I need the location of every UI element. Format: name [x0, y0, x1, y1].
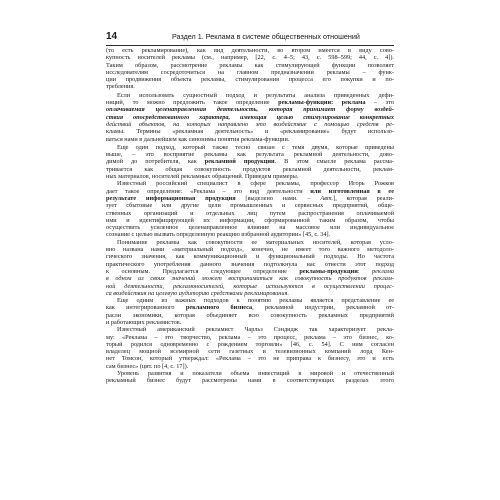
text-line: гического значения, как коммуникационный и функциональный подходы. Но частота: [106, 253, 394, 261]
bold-term: результате информационная продукция: [106, 194, 236, 202]
text-line: ими и идентифицирующей их информации, сформированной таким образом, чтобы: [106, 216, 394, 224]
text-line: му: «Реклама – это творчество, реклама – это процесс, реклама – это бизнес, ко-: [106, 333, 394, 341]
page-body: [106, 47, 394, 385]
text-line: ственных организаций и отдельных лиц путем распространения оплачиваемой: [106, 209, 394, 217]
text-line: Если использовать сущностный подход и результаты анализа приведенных дефи-: [117, 91, 394, 99]
text-line: Известный российский специалист в сфере рекламы, профессор Игорь Рожков: [117, 180, 394, 188]
running-title: Раздел 1. Реклама в системе общественных отношений: [172, 32, 360, 41]
text-line: са воздействия на целевую аудиторию средствами рекламирования.: [106, 289, 289, 297]
text-line: вно названа нами «материальный подход», конечно, не имеет того важного методоло-: [106, 246, 394, 254]
text-line: димой до потребителя, как рекламной продукции. В этом смысле реклама рассма-: [106, 158, 394, 166]
text-line: Известный американский рекламист Чарльз Сэндидж так характеризует рекла-: [117, 326, 394, 334]
bold-term: рекламного бизнеса: [185, 304, 253, 312]
italic-term: реклама: [372, 267, 394, 275]
text-line: как интегрированного рекламного бизнеса, рекламной индустрии, рекламной от-: [106, 304, 394, 312]
text-line: ных материалов, носителей рекламных обращений. Приведем примеры.: [106, 173, 299, 181]
text-line: Понимание рекламы как совокупности ее материальных носителей, которая усло-: [117, 238, 394, 246]
text-line: сам бизнес» (цит. по [4, с. 17]).: [106, 362, 189, 370]
text-line: Уровень развития и показатели объема инвестиций в мировой и отечественный: [117, 370, 394, 378]
text-line: результате информационная продукция [выделено нами. – Авт.], которая реали-: [106, 194, 394, 202]
text-line: требления.: [106, 83, 135, 91]
text-line: практического употребления данного значения подтолкнула нас отнести этот подход: [106, 260, 394, 268]
text-line: ниций, то можно предложить такое определение рекламы-функции: реклама – это: [106, 99, 394, 107]
text-line: выше, – это восприятие рекламы как результата рекламной деятельности, дово-: [106, 151, 394, 159]
text-line: в одном из своих значений может восприниматься как совокупность продуктов реклам-: [106, 275, 394, 283]
text-line: и работающих рекламистов.: [106, 318, 182, 326]
text-line: кламы. Термины «рекламная деятельность» и «рекламирование» будут использо-: [106, 128, 394, 136]
text-line: Еще один подход, который также тесно связан с темя двумя, которые приведены: [117, 143, 394, 151]
text-line: дает такое определение: «Реклама – это вид деятельности или изготовленная в ее: [106, 187, 394, 195]
bold-term: рекламы-функции: реклама: [278, 99, 366, 107]
text-line: к основным. Предлагается следующее определение рекламы-продукции: реклама: [106, 267, 394, 275]
page-header: [106, 31, 394, 46]
text-line: [106, 121, 394, 128]
bold-term: рекламной продукции: [204, 158, 275, 166]
italic-definition: действий объектов, на которых направлено это воздействие с помощью средств ре-: [106, 120, 394, 128]
bold-term: рекламы-продукции: [299, 267, 358, 275]
text-line: ствия опосредствованного характера, имеющая целью стимулирование конкретных: [106, 113, 394, 121]
text-line: Еще одним из важных подходов к понятию рекламы является представление ее: [117, 297, 394, 305]
text-line: торый родился одновременно с рождением торговли» [46, с. 54]. С ним согласен: [106, 340, 394, 348]
text-line: расли экономики, которая объединяет всю совокупность рекламных предприятий: [106, 311, 394, 319]
text-line: осуществить усиленное целенаправленное влияние на массовое или индивидуальное: [106, 224, 394, 232]
text-line: Таким образом, рассмотрение рекламы как стимулирующей функции позволяет: [106, 61, 394, 69]
page-number: 14: [106, 31, 118, 42]
text-line: исследователям сосредоточиться на главном предназначении рекламы – функ-: [106, 68, 394, 76]
text-line: сознание с целью вызвать определенную реакцию избранной аудитории» [45, с. 34].: [106, 231, 331, 239]
text-line: оплачиваемая целенаправленная деятельность, которая принимает форму воздей-: [106, 106, 394, 114]
text-line: зует сбытовые или другие цели промышленных и сервисных предприятий, обще-: [106, 202, 394, 210]
text-line: купность носителей рекламы (см., например, [22, с. 4–5; 43, с. 598–599; 44, с. 4]).: [106, 54, 394, 62]
text-line: тривается как общая совокупность продуктов рекламной деятельности, реклам-: [106, 165, 394, 173]
text-line: рекламный бизнес будут рассмотрены нами в соответствующих разделах этого: [106, 377, 394, 385]
text-line: ции продвижения объекта рекламы, стимулирования процесса его покупки и по-: [106, 76, 394, 84]
text-line: (то есть рекламирование), как вид деятельности, во втором имеется в виду сово-: [106, 47, 394, 54]
text-line: ваться нами в дальнейшем как синонимы понятия реклама-функции.: [106, 135, 290, 143]
italic-term: Авт.: [320, 194, 334, 202]
text-line: ной деятельности, рекламоносителей, которые используются в осуществлении процес-: [106, 282, 394, 290]
text-line: владелец мощной всемирной сети газетных и телевизионных компаний лорд Кен-: [106, 348, 394, 356]
text-line: нет Томсон, который утверждал: «Реклама – это не приправа к бизнесу, это и есть: [106, 355, 394, 363]
bold-term: или изготовленная в ее: [310, 187, 394, 195]
